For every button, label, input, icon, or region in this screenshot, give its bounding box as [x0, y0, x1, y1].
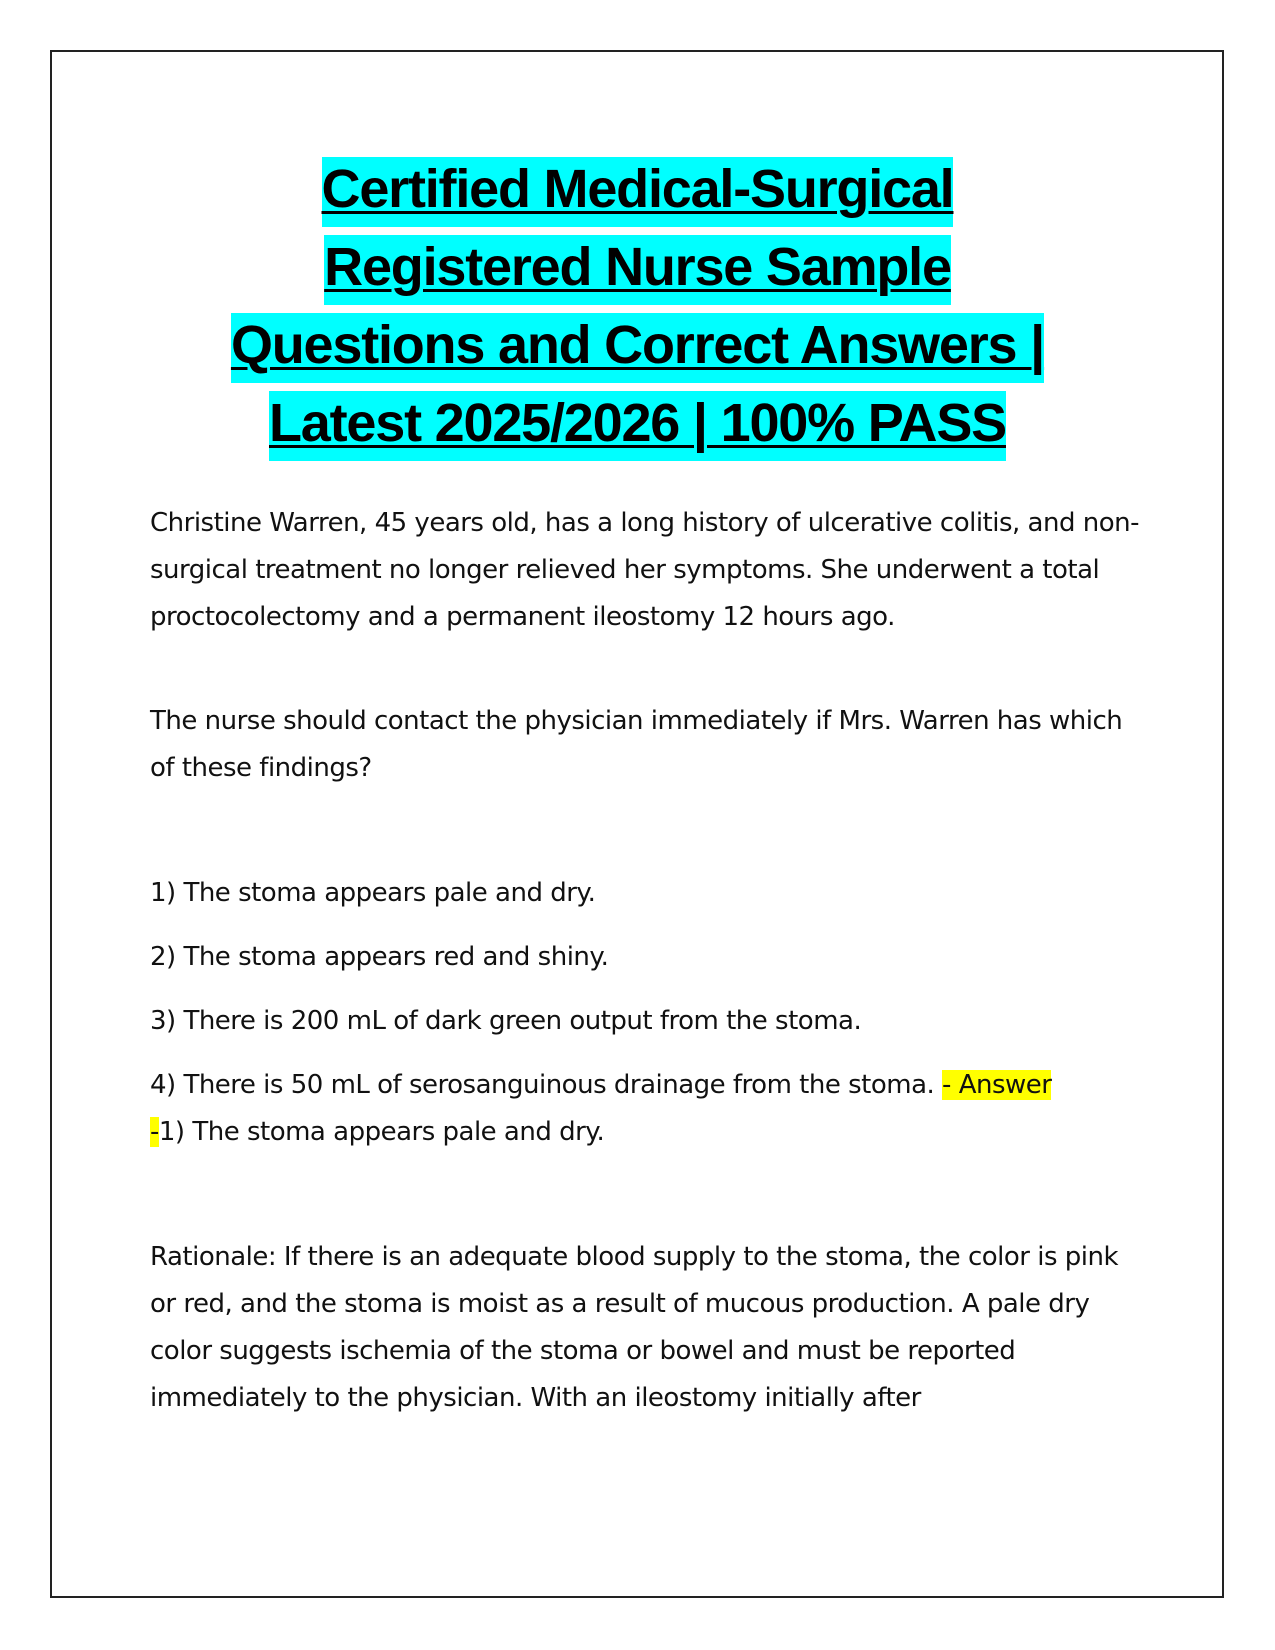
answer-dash: - [150, 1117, 159, 1147]
option-2 [150, 934, 1140, 981]
title-line-2: Registered Nurse Sample [324, 235, 951, 305]
answer-text: 1) The stoma appears pale and dry. [158, 1117, 605, 1147]
option-1-text: 1) The stoma appears pale and dry. [150, 878, 596, 908]
option-4-text: 4) There is 50 mL of serosanguinous drainage from the stoma. [150, 1070, 935, 1100]
question-paragraph [150, 698, 1140, 792]
title-line-4: Latest 2025/2026 | 100% PASS [269, 391, 1006, 461]
rationale-text: Rationale: If there is an adequate blood supply to the stoma, the color is pink or red, and the stoma is moist as a result of mucous production. A pale dry color suggests ischemia of the stoma or bowel and must be reported immediately to the physician. With an ileostomy initially after [150, 1242, 1119, 1413]
document-title [100, 150, 1175, 462]
option-1 [150, 870, 1140, 917]
scenario-text: Christine Warren, 45 years old, has a long history of ulcerative colitis, and non-surgical treatment no longer relieved her symptoms. She underwent a total proctocolectomy and a permanent ileostomy 12 hours ago. [150, 508, 1139, 632]
option-3-text: 3) There is 200 mL of dark green output from the stoma. [150, 1006, 862, 1036]
rationale-paragraph [150, 1234, 1140, 1422]
option-4-with-answer [150, 1062, 1140, 1156]
title-line-1: Certified Medical-Surgical [322, 157, 954, 227]
option-2-text: 2) The stoma appears red and shiny. [150, 942, 609, 972]
question-text: The nurse should contact the physician immediately if Mrs. Warren has which of these findings? [150, 706, 1123, 783]
answer-label: - Answer [942, 1070, 1052, 1100]
scenario-paragraph [150, 500, 1140, 641]
option-3 [150, 998, 1140, 1045]
title-line-3: Questions and Correct Answers | [231, 313, 1044, 383]
option-4-paragraph [150, 1062, 1140, 1156]
